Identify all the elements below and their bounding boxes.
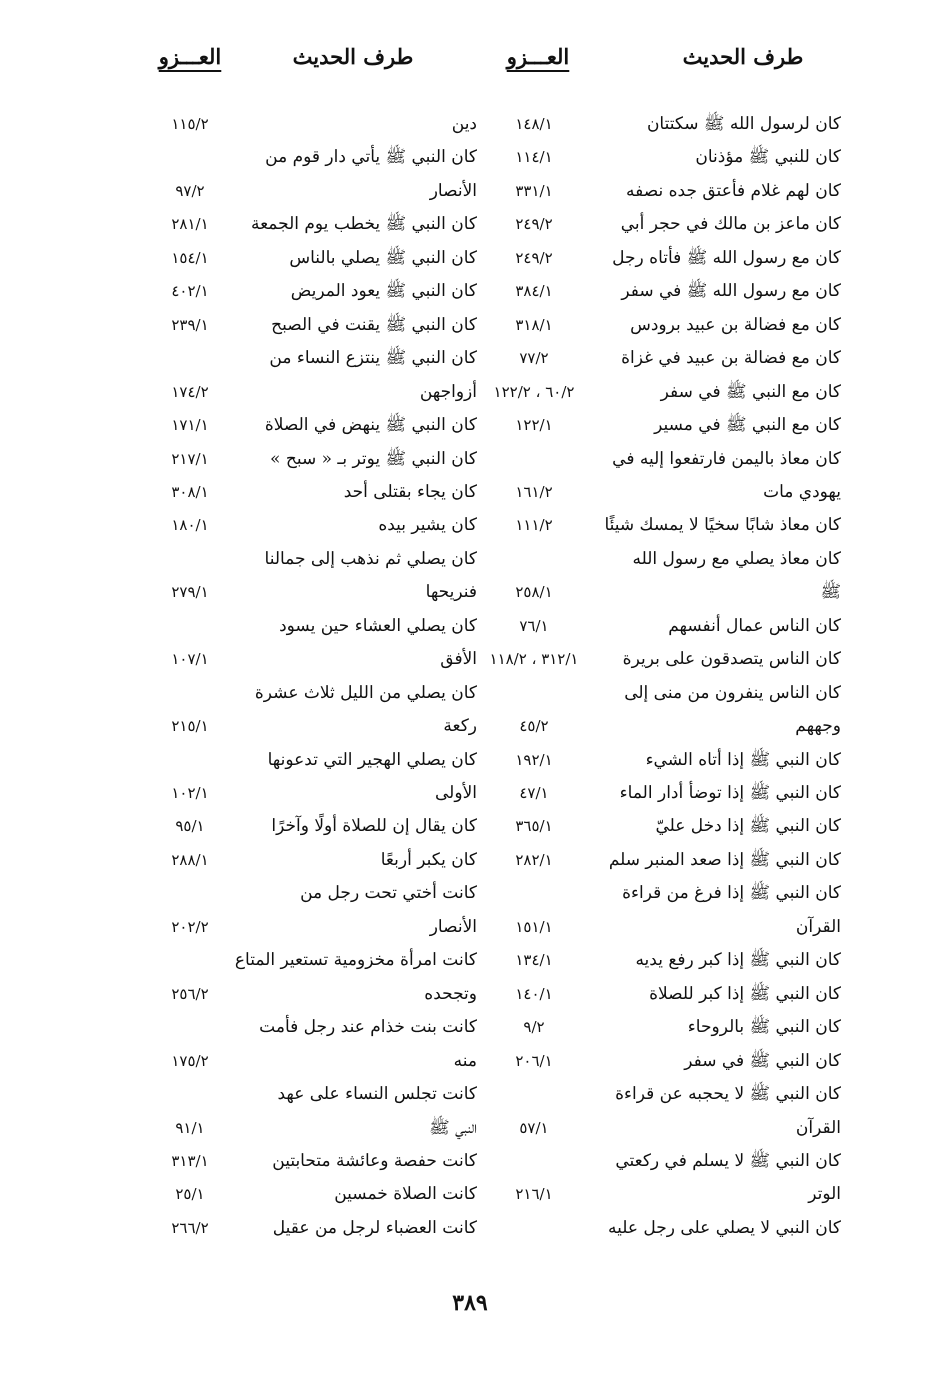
col1-entry-ref: ١٥١/١ bbox=[515, 918, 553, 936]
col2-entry-text: كان النبي ﷺ يوتر بـ « سبح » bbox=[270, 449, 477, 469]
col1-entry-text: القرآن bbox=[795, 917, 841, 937]
col2-entry-text: كان النبي ﷺ يعود المريض bbox=[290, 281, 477, 301]
col2-entry-ref: ٢٦٦/٢ bbox=[171, 1219, 209, 1237]
col2-entry-ref: ٩٧/٢ bbox=[175, 182, 205, 200]
col1-entry-ref: ٧٦/١ bbox=[519, 617, 549, 635]
col2-entry-text: كان يصلي الهجير التي تدعونها bbox=[267, 750, 477, 770]
col1-entry-text: كان مع فضالة بن عبيد في غزاة bbox=[621, 348, 841, 368]
col1-entry-text: يهودي مات bbox=[763, 482, 841, 502]
col2-entry-text: الأولى bbox=[435, 783, 477, 803]
col2-entry-ref: ٣١٣/١ bbox=[171, 1152, 209, 1170]
col1-entry-ref: ٧٧/٢ bbox=[519, 349, 549, 367]
col2-entry-text: كان النبي ﷺ ينتزع النساء من bbox=[269, 348, 477, 368]
col1-entry-ref: ٢١٦/١ bbox=[515, 1185, 553, 1203]
col1-entry-text: كان مع رسول الله ﷺ في سفر bbox=[621, 281, 841, 301]
col2-entry-text: كان النبي ﷺ يصلي بالناس bbox=[289, 248, 477, 268]
col2-entry-text: كانت الصلاة خمسين bbox=[334, 1184, 477, 1204]
page-number: ٣٨٩ bbox=[452, 1290, 488, 1316]
col1-entry-text: كان النبي ﷺ إذا توضأ أدار الماء bbox=[619, 783, 841, 803]
col2-entry-ref: ٢٧٩/١ bbox=[171, 583, 209, 601]
col1-entry-ref: ١٦١/٢ bbox=[515, 483, 553, 501]
col2-entry-ref: ٢٣٩/١ bbox=[171, 316, 209, 334]
col2-entry-ref: ٢١٥/١ bbox=[171, 717, 209, 735]
col2-entry-text: كان النبي ﷺ يقنت في الصبح bbox=[271, 315, 477, 335]
col2-entry-text: كان يجاء بقتلى أحد bbox=[343, 482, 477, 502]
col2-entry-ref: ١٠٢/١ bbox=[171, 784, 209, 802]
col1-entry-text: كان النبي ﷺ لا يحجبه عن قراءة bbox=[615, 1084, 841, 1104]
col2-entry-ref: ١١٥/٢ bbox=[171, 115, 209, 133]
col2-entry-text: منه bbox=[453, 1051, 477, 1071]
col1-entry-text: كان النبي ﷺ في سفر bbox=[684, 1051, 841, 1071]
col2-entry-ref: ٢٥/١ bbox=[175, 1185, 205, 1203]
col1-entry-ref: ٢٥٨/١ bbox=[515, 583, 553, 601]
col2-entry-text: وتجحده bbox=[424, 984, 477, 1004]
header-col1-ref: العـــزو bbox=[506, 44, 570, 69]
col2-entry-text: الأفق bbox=[440, 649, 477, 669]
col1-entry-ref: ٢٨٢/١ bbox=[515, 851, 553, 869]
col1-entry-text: كان النبي لا يصلي على رجل عليه bbox=[607, 1218, 841, 1238]
col1-entry-text: وجههم bbox=[795, 716, 841, 736]
col1-entry-ref: ٤٧/١ bbox=[519, 784, 549, 802]
col1-entry-ref: ٣٣١/١ bbox=[515, 182, 553, 200]
col2-entry-text: كانت العضباء لرجل من عقيل bbox=[272, 1218, 477, 1238]
col1-entry-text: كان النبي ﷺ إذا صعد المنبر سلم bbox=[608, 850, 841, 870]
col2-entry-text: دين bbox=[451, 114, 477, 134]
col2-entry-text: ركعة bbox=[443, 716, 477, 736]
col2-entry-text: كان يصلي من الليل ثلاث عشرة bbox=[254, 683, 477, 703]
header-col2-text: طرف الحديث bbox=[292, 44, 414, 69]
col1-entry-text: كان ماعز بن مالك في حجر أبي bbox=[620, 214, 841, 234]
col2-entry-ref: ٣٠٨/١ bbox=[171, 483, 209, 501]
col1-entry-ref: ٣٨٤/١ bbox=[515, 282, 553, 300]
col2-entry-ref: ٢٨٨/١ bbox=[171, 851, 209, 869]
col2-entry-ref: ١٧٥/٢ bbox=[171, 1052, 209, 1070]
col2-entry-text: كان النبي ﷺ ينهض في الصلاة bbox=[264, 415, 477, 435]
col1-entry-text: كان النبي ﷺ بالروحاء bbox=[687, 1017, 841, 1037]
col1-entry-text: كان النبي ﷺ لا يسلم في ركعتي bbox=[615, 1151, 841, 1171]
col1-entry-text: كان النبي ﷺ إذا أتاه الشيء bbox=[645, 750, 841, 770]
col2-entry-text: فنريحها bbox=[425, 582, 477, 602]
col2-entry-ref: ١٧١/١ bbox=[171, 416, 209, 434]
col1-entry-ref: ١٣٤/١ bbox=[515, 951, 553, 969]
col2-entry-text: كان يشير بيده bbox=[378, 515, 477, 535]
col1-entry-ref: ١١٤/١ bbox=[515, 148, 553, 166]
col2-entry-text: كان يكبر أربعًا bbox=[380, 850, 477, 870]
col1-entry-ref: ٤٥/٢ bbox=[519, 717, 549, 735]
col1-entry-text: كان النبي ﷺ إذا كبر للصلاة bbox=[649, 984, 841, 1004]
col1-entry-text: كان مع النبي ﷺ في مسير bbox=[654, 415, 841, 435]
col1-entry-ref: ٢٤٩/٢ bbox=[515, 249, 553, 267]
col2-entry-text: كان يصلي العشاء حين يسود bbox=[279, 616, 477, 636]
col2-entry-text: النبي ﷺ bbox=[429, 1118, 477, 1138]
col1-entry-text: كان مع النبي ﷺ في سفر bbox=[660, 382, 841, 402]
col2-entry-ref: ٩٥/١ bbox=[175, 817, 205, 835]
header-col2-ref: العـــزو bbox=[158, 44, 222, 69]
col1-entry-text: كان مع فضالة بن عبيد برودس bbox=[630, 315, 841, 335]
col1-entry-text: كان معاذ شابًا سخيًا لا يمسك شيئًا bbox=[604, 515, 841, 535]
col1-entry-text: كان الناس يتصدقون على بريرة bbox=[622, 649, 841, 669]
col2-entry-text: كان النبي ﷺ يأتي دار قوم من bbox=[265, 147, 477, 167]
col1-entry-ref: ٢٤٩/٢ bbox=[515, 215, 553, 233]
col2-entry-text: الأنصار bbox=[429, 181, 477, 201]
col1-entry-ref: ١٩٢/١ bbox=[515, 751, 553, 769]
col2-entry-text: كان يقال إن للصلاة أولًا وآخرًا bbox=[271, 816, 477, 836]
col1-entry-text: كان الناس ينفرون من منى إلى bbox=[624, 683, 841, 703]
col1-entry-ref: ٩/٢ bbox=[523, 1018, 545, 1036]
col1-entry-text: كان معاذ باليمن فارتفعوا إليه في bbox=[612, 449, 841, 469]
col1-entry-text: ﷺ bbox=[820, 582, 841, 602]
col2-entry-text: كان يصلي ثم نذهب إلى جمالنا bbox=[264, 549, 477, 569]
col2-entry-text: كانت امرأة مخزومية تستعير المتاع bbox=[234, 950, 477, 970]
col2-entry-text: كان النبي ﷺ يخطب يوم الجمعة bbox=[250, 214, 477, 234]
col1-entry-text: كان مع رسول الله ﷺ فأتاه رجل bbox=[612, 248, 841, 268]
col2-entry-text: كانت حفصة وعائشة متحابتين bbox=[272, 1151, 477, 1171]
col2-entry-ref: ١٠٧/١ bbox=[171, 650, 209, 668]
col1-entry-ref: ١٢٢/١ bbox=[515, 416, 553, 434]
col2-entry-text: كانت تجلس النساء على عهد bbox=[277, 1084, 477, 1104]
col2-entry-ref: ٤٠٢/١ bbox=[171, 282, 209, 300]
col1-entry-ref: ١٤٠/١ bbox=[515, 985, 553, 1003]
col1-entry-ref: ٦٠/٢ ، ١٢٢/٢ bbox=[493, 383, 575, 401]
col1-entry-ref: ٢٠٦/١ bbox=[515, 1052, 553, 1070]
col2-entry-ref: ١٨٠/١ bbox=[171, 516, 209, 534]
col2-entry-text: كانت أختي تحت رجل من bbox=[300, 883, 477, 903]
col1-entry-text: كان النبي ﷺ إذا فرغ من قراءة bbox=[622, 883, 841, 903]
col1-entry-text: الوتر bbox=[808, 1184, 841, 1204]
col1-entry-text: كان النبي ﷺ إذا كبر رفع يديه bbox=[635, 950, 841, 970]
col1-entry-ref: ٣١٨/١ bbox=[515, 316, 553, 334]
col1-entry-text: كان لهم غلام فأعتق جده نصفه bbox=[626, 181, 841, 201]
col2-entry-ref: ٢٠٢/٢ bbox=[171, 918, 209, 936]
col1-entry-text: كان معاذ يصلي مع رسول الله bbox=[632, 549, 841, 569]
header-col1-text: طرف الحديث bbox=[682, 44, 804, 69]
col2-entry-ref: ٢٨١/١ bbox=[171, 215, 209, 233]
col2-entry-ref: ١٧٤/٢ bbox=[171, 383, 209, 401]
col2-entry-text: أزواجهن bbox=[419, 382, 477, 402]
col1-entry-ref: ٥٧/١ bbox=[519, 1119, 549, 1137]
col1-entry-text: القرآن bbox=[795, 1118, 841, 1138]
col1-entry-text: كان الناس عمال أنفسهم bbox=[668, 616, 841, 636]
col2-entry-ref: ١٥٤/١ bbox=[171, 249, 209, 267]
col1-entry-ref: ٣١٢/١ ، ١١٨/٢ bbox=[489, 650, 579, 668]
col2-entry-text: كانت بنت خذام عند رجل فأمت bbox=[259, 1017, 477, 1037]
col1-entry-ref: ٣٦٥/١ bbox=[515, 817, 553, 835]
col1-entry-text: كان النبي ﷺ إذا دخل عليّ bbox=[655, 816, 841, 836]
col2-entry-ref: ٢١٧/١ bbox=[171, 450, 209, 468]
col2-entry-text: الأنصار bbox=[429, 917, 477, 937]
col1-entry-ref: ١١١/٢ bbox=[515, 516, 553, 534]
col2-entry-ref: ٢٥٦/٢ bbox=[171, 985, 209, 1003]
col1-entry-text: كان للنبي ﷺ مؤذنان bbox=[695, 147, 841, 167]
col1-entry-ref: ١٤٨/١ bbox=[515, 115, 553, 133]
col1-entry-text: كان لرسول الله ﷺ سكتتان bbox=[646, 114, 841, 134]
col2-entry-ref: ٩١/١ bbox=[175, 1119, 205, 1137]
